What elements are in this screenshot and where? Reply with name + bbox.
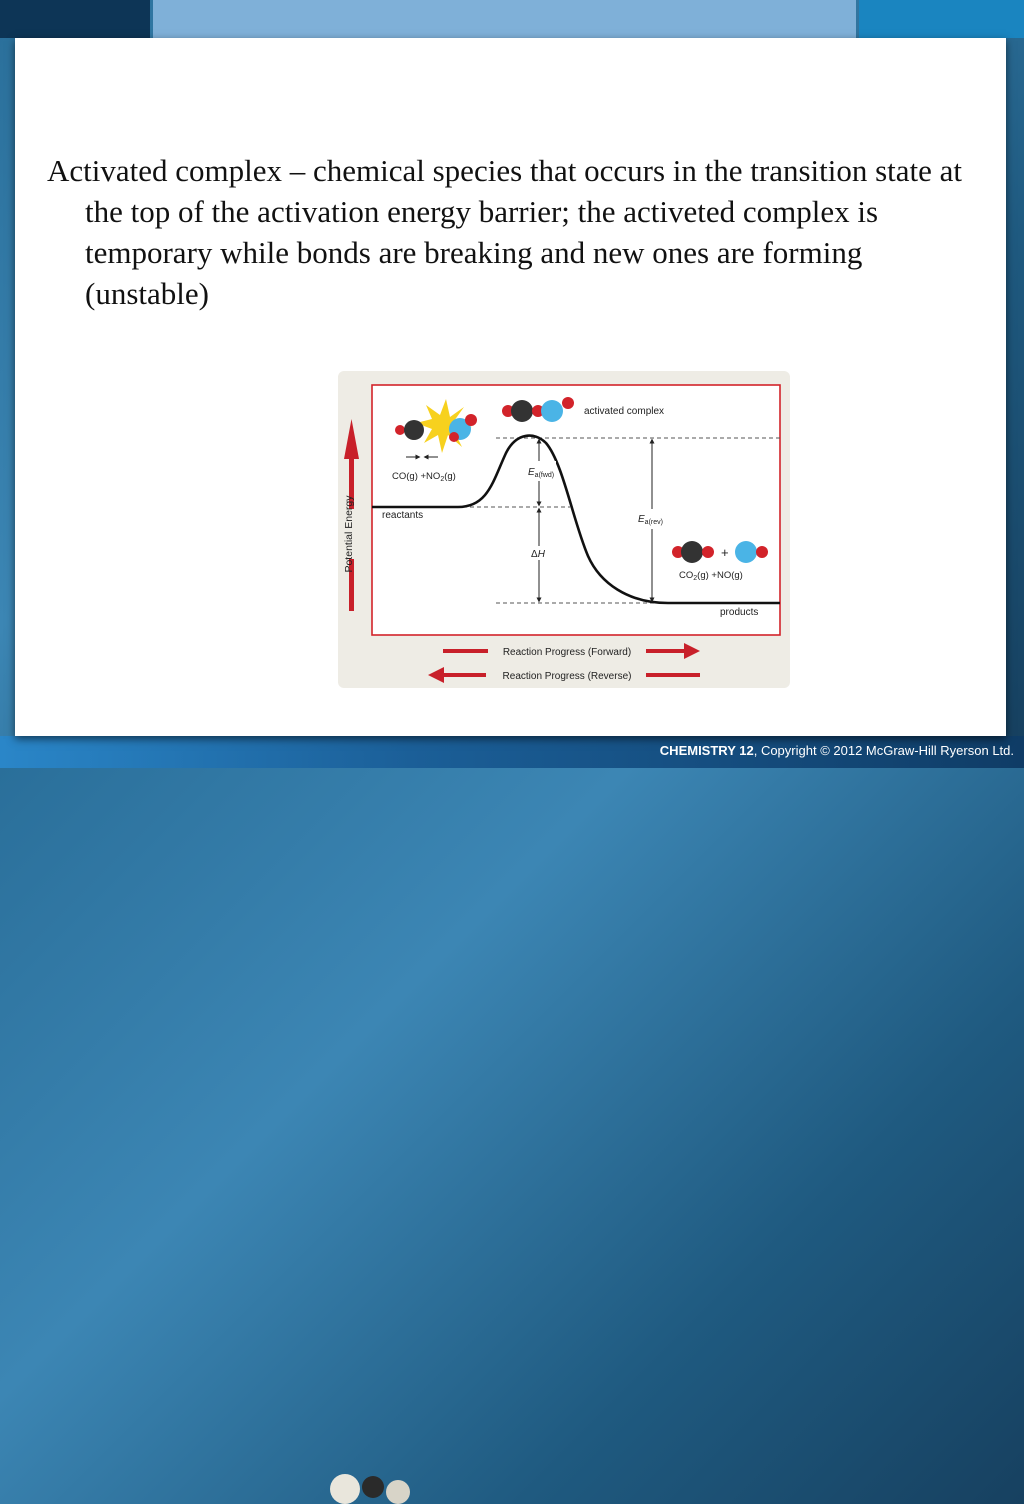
oxygen-atom — [756, 546, 768, 558]
slide-body-text: Activated complex – chemical species that occurs in the transition state at the top of the activation energy barrier; the activeted complex is temporary while bonds are breaking and new ones are forming (unstable) — [47, 153, 963, 311]
delta-h-label: ΔH — [531, 549, 545, 560]
molecule-decoration — [362, 1476, 384, 1498]
ea-fwd-label: $E_{a(fwd)}$ — [528, 467, 555, 479]
top-bar-blue-segment — [859, 0, 1024, 38]
energy-diagram — [338, 371, 790, 688]
reactants-label: reactants — [382, 510, 424, 521]
activated-complex-label: activated complex — [584, 406, 665, 417]
carbon-atom — [511, 400, 533, 422]
footer-copyright-text: , Copyright © 2012 McGraw-Hill Ryerson Ltd. — [753, 743, 1014, 758]
carbon-atom — [404, 420, 424, 440]
reverse-arrow-shaft-left — [442, 673, 486, 677]
nitrogen-atom — [735, 541, 757, 563]
ea-rev-label: $E_{a(rev)}$ — [638, 514, 663, 526]
reverse-arrow-shaft-right — [646, 673, 700, 677]
oxygen-atom — [465, 414, 477, 426]
footer-copyright — [660, 743, 1014, 758]
footer-brand: CHEMISTRY 12 — [659, 743, 754, 758]
forward-arrow-shaft-right — [646, 649, 686, 653]
top-bar-dark-segment — [0, 0, 150, 38]
reverse-label: Reaction Progress (Reverse) — [502, 671, 632, 682]
energy-diagram-svg — [338, 371, 790, 688]
plus-sign: + — [721, 545, 729, 560]
oxygen-atom — [562, 397, 574, 409]
product-formula: $CO_2(g) +NO(g)$ — [679, 570, 743, 582]
y-axis-label: Potential Energy — [343, 495, 355, 573]
reactant-formula: $CO(g) +NO_2(g)$ — [392, 471, 456, 483]
oxygen-atom — [702, 546, 714, 558]
oxygen-atom — [395, 425, 405, 435]
oxygen-atom — [449, 432, 459, 442]
forward-label: Reaction Progress (Forward) — [502, 647, 632, 658]
top-bar-light-segment — [153, 0, 856, 38]
molecule-decoration — [330, 1474, 360, 1504]
top-bar — [0, 0, 1024, 38]
forward-arrow-shaft-left — [443, 649, 488, 653]
products-label: products — [720, 607, 759, 618]
molecule-decoration — [386, 1480, 410, 1504]
carbon-atom — [681, 541, 703, 563]
nitrogen-atom — [541, 400, 563, 422]
